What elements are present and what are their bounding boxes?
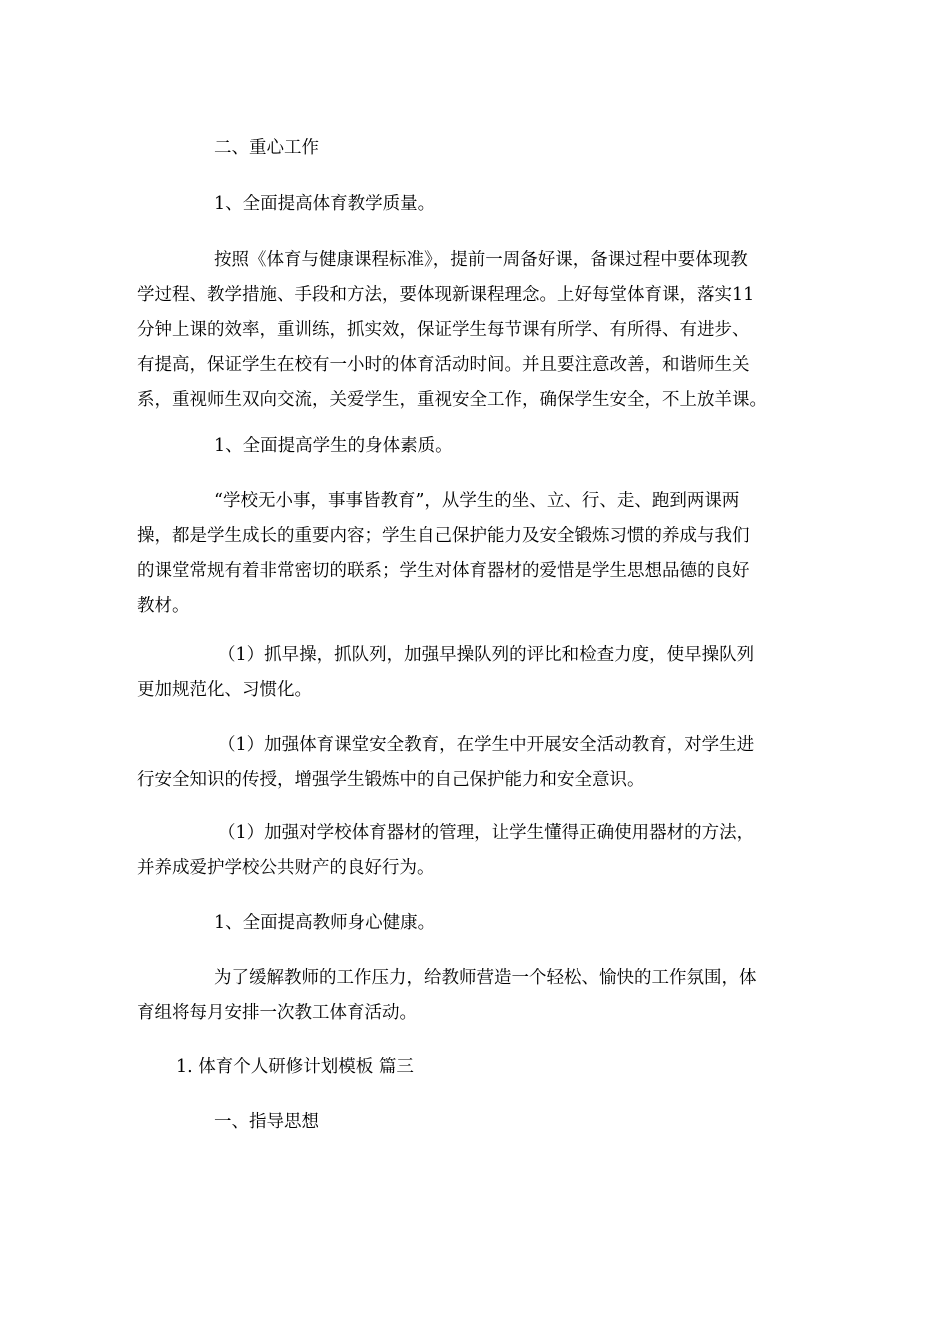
heading-key-work: 二、重心工作 [214, 138, 319, 158]
item2-body-line-2: 操，都是学生成长的重要内容；学生自己保护能力及安全锻炼习惯的养成与我们 [137, 526, 750, 546]
item2-body-line-1: “学校无小事，事事皆教育”，从学生的坐、立、行、走、跑到两课两 [214, 491, 740, 511]
item2-body-line-3: 的课堂常规有着非常密切的联系；学生对体育器材的爱惜是学生思想品德的良好 [137, 561, 750, 581]
sub2-line-2: 行安全知识的传授，增强学生锻炼中的自己保护能力和安全意识。 [137, 770, 645, 790]
item3-body-line-1: 为了缓解教师的工作压力，给教师营造一个轻松、愉快的工作氛围，体 [214, 968, 757, 988]
item1-body-line-1: 按照《体育与健康课程标准》，提前一周备好课，备课过程中要体现教 [214, 250, 748, 270]
item3-body-line-2: 育组将每月安排一次教工体育活动。 [137, 1003, 417, 1023]
item1-body-line-2: 学过程、教学措施、手段和方法，要体现新课程理念。上好每堂体育课，落实11 [137, 285, 755, 305]
sub3-line-1: （1）加强对学校体育器材的管理，让学生懂得正确使用器材的方法， [218, 823, 755, 843]
sub2-line-1: （1）加强体育课堂安全教育，在学生中开展安全活动教育，对学生进 [218, 735, 755, 755]
item1-body-line-4: 有提高，保证学生在校有一小时的体育活动时间。并且要注意改善，和谐师生关 [137, 355, 750, 375]
item2-body-line-4: 教材。 [137, 596, 190, 616]
item1-body-line-3: 分钟上课的效率，重训练，抓实效，保证学生每节课有所学、有所得、有进步、 [137, 320, 750, 340]
sub1-line-2: 更加规范化、习惯化。 [137, 680, 312, 700]
item1-title: 1、全面提高体育教学质量。 [214, 194, 436, 214]
item2-title: 1、全面提高学生的身体素质。 [214, 436, 453, 456]
section-title: 1. 体育个人研修计划模板 篇三 [176, 1057, 414, 1077]
heading-guiding: 一、指导思想 [214, 1112, 319, 1132]
item1-body-line-5: 系，重视师生双向交流，关爱学生，重视安全工作，确保学生安全，不上放羊课。 [137, 390, 767, 410]
sub3-line-2: 并养成爱护学校公共财产的良好行为。 [137, 858, 435, 878]
sub1-line-1: （1）抓早操，抓队列，加强早操队列的评比和检查力度，使早操队列 [218, 645, 755, 665]
item3-title: 1、全面提高教师身心健康。 [214, 913, 436, 933]
